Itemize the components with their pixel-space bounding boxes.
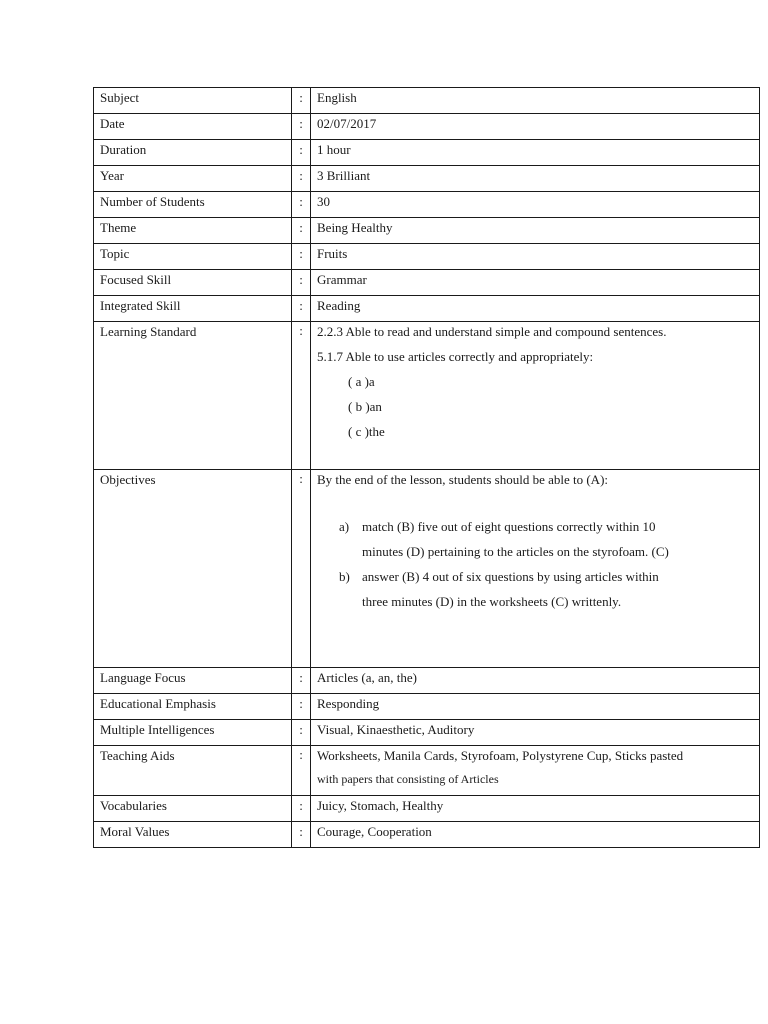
- row-label: Topic: [94, 244, 292, 270]
- teaching-aids-line: Worksheets, Manila Cards, Styrofoam, Polystyrene Cup, Sticks pasted: [317, 748, 684, 763]
- table-row-educational-emphasis: [94, 694, 760, 720]
- learning-standard-line: 2.2.3 Able to read and understand simple and compound sentences.: [317, 324, 667, 339]
- table-row-year: [94, 166, 760, 192]
- objectives-list: [317, 518, 759, 618]
- table-row-vocabularies: [94, 796, 760, 822]
- row-colon: :: [292, 822, 311, 848]
- row-value: Juicy, Stomach, Healthy: [311, 796, 760, 822]
- row-value: [311, 746, 760, 796]
- list-item: [317, 568, 759, 618]
- table-row-subject: [94, 88, 760, 114]
- row-label: Subject: [94, 88, 292, 114]
- row-label: Teaching Aids: [94, 746, 292, 796]
- row-label: Vocabularies: [94, 796, 292, 822]
- row-colon: :: [292, 270, 311, 296]
- row-label: Number of Students: [94, 192, 292, 218]
- article-item: ( b )an: [348, 399, 382, 414]
- table-row-topic: [94, 244, 760, 270]
- row-value: Visual, Kinaesthetic, Auditory: [311, 720, 760, 746]
- row-colon: :: [292, 166, 311, 192]
- list-marker: b): [339, 569, 350, 584]
- teaching-aids-line: with papers that consisting of Articles: [317, 772, 499, 786]
- row-value: English: [311, 88, 760, 114]
- row-value: Responding: [311, 694, 760, 720]
- row-value: Reading: [311, 296, 760, 322]
- row-value: [311, 322, 760, 470]
- row-colon: :: [292, 140, 311, 166]
- row-colon: :: [292, 746, 311, 796]
- objective-line: match (B) five out of eight questions correctly within 10: [362, 519, 656, 534]
- objective-line: minutes (D) pertaining to the articles on the styrofoam. (C): [362, 544, 669, 559]
- row-label: Year: [94, 166, 292, 192]
- row-label: Objectives: [94, 470, 292, 668]
- row-colon: :: [292, 192, 311, 218]
- row-label: Theme: [94, 218, 292, 244]
- list-item: [317, 518, 759, 568]
- row-colon: :: [292, 218, 311, 244]
- row-value: [311, 470, 760, 668]
- table-row-teaching-aids: [94, 746, 760, 796]
- row-label: Educational Emphasis: [94, 694, 292, 720]
- row-value: Courage, Cooperation: [311, 822, 760, 848]
- row-colon: :: [292, 720, 311, 746]
- table-row-theme: [94, 218, 760, 244]
- row-value: 02/07/2017: [311, 114, 760, 140]
- row-colon: :: [292, 668, 311, 694]
- row-value: Grammar: [311, 270, 760, 296]
- row-colon: :: [292, 322, 311, 470]
- lesson-plan-table: [93, 87, 760, 848]
- objectives-intro: By the end of the lesson, students should be able to (A):: [317, 472, 609, 487]
- table-row-multiple-intelligences: [94, 720, 760, 746]
- table-row-moral-values: [94, 822, 760, 848]
- row-colon: :: [292, 296, 311, 322]
- table-row-integrated-skill: [94, 296, 760, 322]
- objective-line: answer (B) 4 out of six questions by using articles within: [362, 569, 659, 584]
- row-value: Being Healthy: [311, 218, 760, 244]
- table-row-objectives: [94, 470, 760, 668]
- list-marker: a): [339, 519, 350, 534]
- row-label: Moral Values: [94, 822, 292, 848]
- row-value: Articles (a, an, the): [311, 668, 760, 694]
- row-label: Date: [94, 114, 292, 140]
- row-colon: :: [292, 694, 311, 720]
- table-row-duration: [94, 140, 760, 166]
- learning-standard-line: 5.1.7 Able to use articles correctly and appropriately:: [317, 349, 594, 364]
- article-item: ( c )the: [348, 424, 385, 439]
- table-row-number-of-students: [94, 192, 760, 218]
- table-row-learning-standard: [94, 322, 760, 470]
- row-label: Integrated Skill: [94, 296, 292, 322]
- row-label: Multiple Intelligences: [94, 720, 292, 746]
- row-colon: :: [292, 88, 311, 114]
- row-label: Duration: [94, 140, 292, 166]
- article-item: ( a )a: [348, 374, 375, 389]
- row-colon: :: [292, 114, 311, 140]
- row-colon: :: [292, 796, 311, 822]
- table-row-focused-skill: [94, 270, 760, 296]
- row-value: 3 Brilliant: [311, 166, 760, 192]
- objective-line: three minutes (D) in the worksheets (C) writtenly.: [362, 594, 622, 609]
- row-label: Learning Standard: [94, 322, 292, 470]
- row-colon: :: [292, 244, 311, 270]
- row-value: 1 hour: [311, 140, 760, 166]
- row-label: Focused Skill: [94, 270, 292, 296]
- row-colon: :: [292, 470, 311, 668]
- row-value: Fruits: [311, 244, 760, 270]
- row-value: 30: [311, 192, 760, 218]
- table-row-language-focus: [94, 668, 760, 694]
- row-label: Language Focus: [94, 668, 292, 694]
- table-row-date: [94, 114, 760, 140]
